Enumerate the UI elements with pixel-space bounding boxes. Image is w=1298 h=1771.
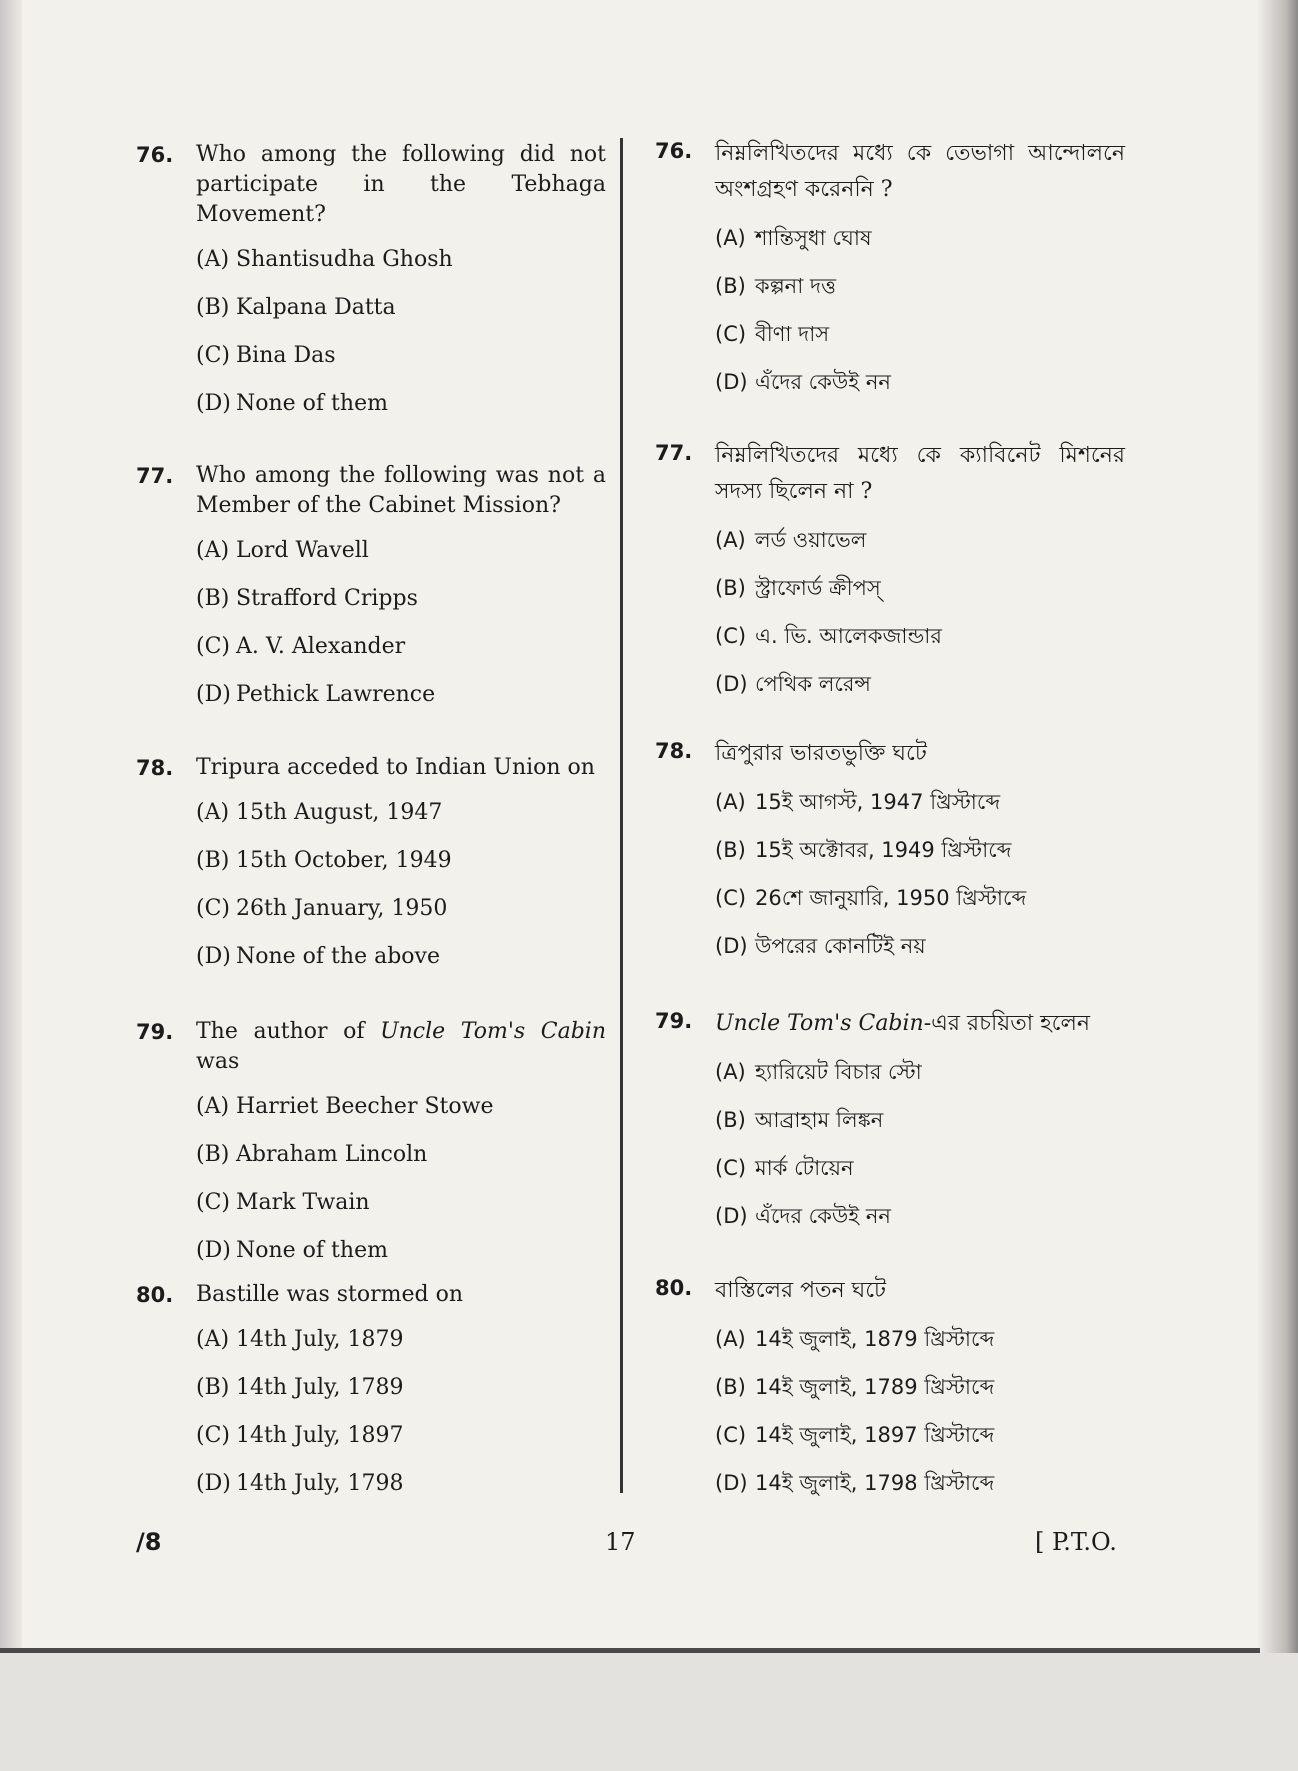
option-text: এঁদের কেউই নন [755,1204,891,1228]
option-text: হ্যারিয়েট বিচার স্টো [755,1060,922,1084]
question-77 [655,438,1125,708]
option-text: বীণা দাস [755,322,830,346]
option-text: মার্ক টোয়েন [755,1156,854,1180]
option-text: Lord Wavell [236,538,369,563]
option-text: 15th October, 1949 [236,848,452,873]
page-bottom-edge [0,1648,1260,1653]
option-label: (B) [715,274,746,298]
option-label: (D) [196,1471,231,1496]
option-label: (A) [196,800,230,825]
option-label: (B) [196,1142,230,1167]
option-label: (C) [715,1156,747,1180]
answer-option [196,837,606,885]
question-number: 77. [655,441,693,465]
answer-option [196,332,606,380]
answer-option [715,660,1125,708]
option-label: (A) [715,790,746,814]
options-list [715,1315,1125,1507]
answer-option [196,575,606,623]
question-79 [655,1006,1125,1240]
answer-option [715,214,1125,262]
answer-option [196,527,606,575]
option-label: (D) [715,1471,748,1495]
page-shadow-left [0,0,22,1771]
option-text: None of the above [236,944,440,969]
answer-option [715,1411,1125,1459]
question-text: নিম্নলিখিতদের মধ্যে কে তেভাগা আন্দোলনে অংশগ্রহণ করেননি ? [715,141,1125,202]
option-text: শান্তিসুধা ঘোষ [755,226,872,250]
question-text: Who among the following was not a Member of the Cabinet Mission? [196,463,606,518]
option-text: Strafford Cripps [236,586,418,611]
answer-option [196,236,606,284]
page-shadow-right [1258,0,1298,1660]
option-text: 14ই জুলাই, 1798 খ্রিস্টাব্দে [755,1471,995,1495]
options-list [715,214,1125,406]
answer-option [715,1315,1125,1363]
option-text: Kalpana Datta [236,295,396,320]
option-label: (B) [715,576,746,600]
option-label: (D) [196,944,231,969]
answer-option [715,1192,1125,1240]
answer-option [715,826,1125,874]
option-label: (C) [715,322,747,346]
question-79 [136,1017,606,1275]
question-text-post: was [196,1049,240,1074]
column-divider [620,138,623,1493]
option-label: (B) [196,848,230,873]
question-80 [655,1273,1125,1507]
option-text: উপরের কোনটিই নয় [755,934,926,958]
option-text: 26শে জানুয়ারি, 1950 খ্রিস্টাব্দে [755,886,1027,910]
question-stem [715,1006,1125,1042]
option-text: Pethick Lawrence [236,682,436,707]
page-number: 17 [605,1528,636,1556]
option-label: (A) [715,1060,746,1084]
booklet-code: /8 [136,1528,162,1556]
answer-option [196,1460,606,1508]
option-label: (A) [715,226,746,250]
option-label: (C) [196,634,230,659]
option-text: Abraham Lincoln [236,1142,428,1167]
options-list [715,516,1125,708]
option-label: (B) [196,1375,230,1400]
option-label: (C) [715,886,747,910]
question-stem [196,1017,606,1077]
options-list [196,1316,606,1508]
option-text: কল্পনা দত্ত [755,274,837,298]
question-78 [655,736,1125,970]
question-number: 78. [136,756,174,780]
answer-option [715,1363,1125,1411]
question-number: 76. [655,139,693,163]
option-label: (C) [196,896,230,921]
option-label: (A) [715,528,746,552]
option-text: এঁদের কেউই নন [755,370,891,394]
option-text: 15ই অক্টোবর, 1949 খ্রিস্টাব্দে [755,838,1012,862]
option-label: (C) [196,1423,230,1448]
option-text: 14th July, 1789 [236,1375,404,1400]
answer-option [715,778,1125,826]
question-stem [196,1280,606,1310]
question-number: 80. [136,1283,174,1307]
question-80 [136,1280,606,1508]
answer-option [196,1364,606,1412]
question-number: 78. [655,739,693,763]
option-label: (A) [196,538,230,563]
option-label: (C) [715,624,747,648]
answer-option [196,1316,606,1364]
answer-option [196,623,606,671]
option-label: (A) [196,1327,230,1352]
options-list [196,789,606,981]
answer-option [715,1144,1125,1192]
question-number: 79. [136,1020,174,1044]
answer-option [715,874,1125,922]
answer-option [196,933,606,981]
answer-option [196,789,606,837]
option-text: Harriet Beecher Stowe [236,1094,494,1119]
option-label: (A) [196,1094,230,1119]
option-text: পেথিক লরেন্স [755,672,871,696]
answer-option [715,564,1125,612]
options-list [715,778,1125,970]
answer-option [196,380,606,428]
option-text: 15th August, 1947 [236,800,443,825]
options-list [196,527,606,719]
question-text: Tripura acceded to Indian Union on [196,755,595,780]
option-label: (C) [715,1423,747,1447]
answer-option [196,1083,606,1131]
question-text-pre: The author of [196,1019,381,1044]
option-text: 14ই জুলাই, 1789 খ্রিস্টাব্দে [755,1375,995,1399]
answer-option [196,1131,606,1179]
option-label: (A) [715,1327,746,1351]
option-label: (B) [715,1108,746,1132]
option-text: Bina Das [236,343,336,368]
book-title: Uncle Tom's Cabin [380,1019,606,1044]
question-number: 80. [655,1276,693,1300]
option-label: (D) [196,682,231,707]
option-text: আব্রাহাম লিঙ্কন [755,1108,884,1132]
option-text: স্ট্রাফোর্ড ক্রীপস্ [755,576,881,600]
answer-option [196,284,606,332]
option-label: (B) [196,586,230,611]
option-label: (B) [196,295,230,320]
option-text: Mark Twain [236,1190,370,1215]
question-number: 79. [655,1009,693,1033]
question-76 [655,136,1125,406]
answer-option [715,358,1125,406]
question-number: 76. [136,143,174,167]
option-text: 14ই জুলাই, 1879 খ্রিস্টাব্দে [755,1327,995,1351]
pto-note: [ P.T.O. [1035,1528,1117,1556]
question-stem [715,438,1125,510]
option-text: None of them [236,391,388,416]
option-label: (B) [715,1375,746,1399]
answer-option [715,612,1125,660]
answer-option [196,1227,606,1275]
option-text: 14th July, 1798 [236,1471,404,1496]
options-list [196,1083,606,1275]
option-label: (D) [196,391,231,416]
answer-option [196,671,606,719]
question-text: Bastille was stormed on [196,1282,464,1307]
option-text: A. V. Alexander [236,634,406,659]
answer-option [715,922,1125,970]
question-stem [196,140,606,230]
question-text-post: -এর রচয়িতা হলেন [923,1011,1091,1036]
option-label: (D) [715,1204,748,1228]
surface-below-page [0,1653,1298,1771]
option-label: (D) [196,1238,231,1263]
question-text: Who among the following did not participate in the Tebhaga Movement? [196,142,606,227]
answer-option [715,516,1125,564]
option-label: (C) [196,343,230,368]
answer-option [196,885,606,933]
question-stem [196,753,606,783]
question-stem [715,1273,1125,1309]
option-label: (A) [196,247,230,272]
options-list [196,236,606,428]
question-stem [196,461,606,521]
question-text: নিম্নলিখিতদের মধ্যে কে ক্যাবিনেট মিশনের সদস্য ছিলেন না ? [715,443,1125,504]
option-label: (C) [196,1190,230,1215]
question-77 [136,461,606,719]
answer-option [715,1459,1125,1507]
option-text: এ. ভি. আলেকজান্ডার [755,624,942,648]
question-stem [715,736,1125,772]
answer-option [715,262,1125,310]
answer-option [715,1096,1125,1144]
option-text: লর্ড ওয়াভেল [755,528,867,552]
option-label: (D) [715,934,748,958]
option-label: (D) [715,672,748,696]
option-label: (D) [715,370,748,394]
option-text: 26th January, 1950 [236,896,448,921]
option-text: 14ই জুলাই, 1897 খ্রিস্টাব্দে [755,1423,995,1447]
answer-option [196,1412,606,1460]
options-list [715,1048,1125,1240]
book-title: Uncle Tom's Cabin [715,1011,924,1036]
option-label: (B) [715,838,746,862]
question-text: ত্রিপুরার ভারতভুক্তি ঘটে [715,741,927,766]
question-76 [136,140,606,428]
option-text: None of them [236,1238,388,1263]
question-78 [136,753,606,981]
answer-option [196,1179,606,1227]
question-number: 77. [136,464,174,488]
option-text: 14th July, 1897 [236,1423,404,1448]
option-text: 15ই আগস্ট, 1947 খ্রিস্টাব্দে [755,790,1001,814]
answer-option [715,310,1125,358]
question-stem [715,136,1125,208]
question-text: বাস্তিলের পতন ঘটে [715,1278,887,1303]
option-text: 14th July, 1879 [236,1327,404,1352]
option-text: Shantisudha Ghosh [236,247,453,272]
answer-option [715,1048,1125,1096]
